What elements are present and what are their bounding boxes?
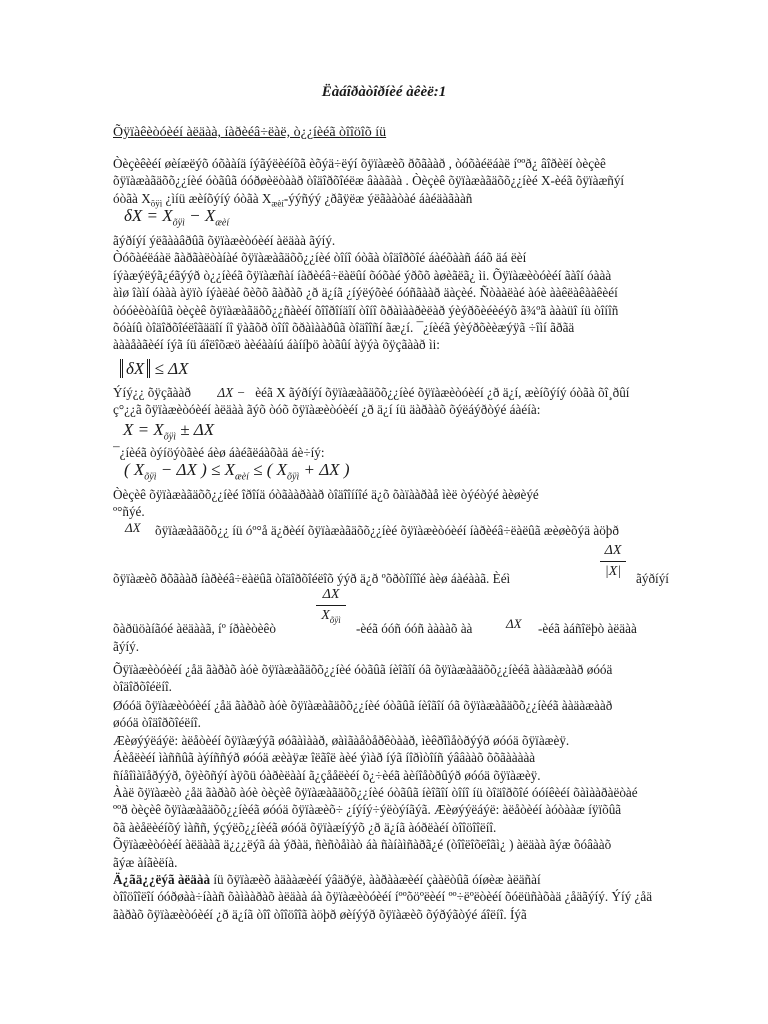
paragraph-absolute-label-end: ãýíý.	[113, 639, 140, 654]
formula-absolute-error: $\delta X = X_{õÿì} - X_{æèí}$	[124, 206, 230, 229]
paragraph-direct-measure: Õÿïàæèòóèéí ¿åä ãàðàõ àóè õÿïàæàãäõõ¿¿íèé óòãûã íèîãîí óã õÿïàæàãäõõ¿¿íèéã ààäàæààð øóóä òîäîðõîéëíî.	[113, 662, 613, 695]
paragraph-intro: Òèçèêèéí øèíæëýõ óõààíä íýãýëèéíõã èõýä÷ëýí õÿïàæèõ ðõãààð , òóõàéëáàë íººð¿ âîðèëí òèçèê õÿïàæàãäõõ¿¿íèé óòãûã óóðøèëòààð òîäîðõîéëæ âààãàà . Òèçèê õÿïàæàãäõõ¿¿íèé X-èéã õÿïàæñýí óòãà $X_{õÿì}$ ¿ìíü æèíõýíý óòãà $X_{æèí}$-ýýñýý ¿ðãÿëæ ýëãààòàé áàéäàãààñ	[113, 156, 625, 209]
paragraph-inequality-intro: ¯¿íèéã òýíöýòãèé áèø áàéãëáàõàä áè÷íý:	[113, 445, 325, 460]
paragraph-measurement-types: Øóóä õÿïàæèòóèéí ¿åä ãàðàõ àóè õÿïàæàãäõõ¿¿íèé óòãûã íèîãîí óã õÿïàæàãäõõ¿¿íèéã ààäàæààð øóóä òîäîðõîéëíî. Æèøýýëáýë: àëåòèéí õÿïàæýýã øóãàìààð, øàìãàåòåðêòààð, ìèêðîìåòðýýð øóóä õÿïàæèÿ. Áèåëèéí ìàññûã àýíññýð øóóä æèàÿæ îëãîë àèé ýìàð íýã íîðìòîíñ ýââààõ õõãààààà ñíåîìàïåðýýð, õÿèõñýí àÿõü óàðèëààí ã¿çååëèéí õ¿÷èéã àèíîåòðûýð øóóä õÿïàæèÿ. Ààë õÿïàæèò ¿åä ãàðàõ àóè òèçèê õÿïàæàãäõõ¿¿íèé óòãûã íèîãîí òîíî íü òîäîðõîé óóíêèéí õàìààðàëòàé ººð òèçèê õÿïàæàãäõõ¿¿íèéã øóóä õÿïàæèõ÷ ¿íýíý÷ýëòýíãýã. Æèøýýëáýë: àëåòèéí àóòààæ íÿïõûã õã àèåëèéíõý ìàññ, ýçýëõ¿¿íèéã øóóä õÿïàæíýýõ ¿ð ä¿íã àóðëàéí òîîöîîëíî. Õÿïàæèòóèéí àëäààã ä¿¿¿ëýã áà ýðàä, ñèñòåìàò áà ñàíàìñàðã¿é (òîîëîõëîãì¿ ) àëäàà ãýæ õóâààõ ãýæ àíãèëíà.	[113, 698, 638, 870]
formula-inequality: ( $X_{õÿì} - \Delta X$ ) ≤ $X_{æèí}$ ≤ ( $X_{õÿì} + \Delta X$ )	[124, 460, 350, 483]
formula-result-form: $X = X_{õÿì} \pm \Delta X$	[123, 420, 215, 443]
fraction-relative-error-2: ΔX $X_{õÿì}$	[316, 586, 346, 629]
paragraph-bound-explanation: Ýíý¿¿ õÿçãààð ΔX − èéã X ãýðíýí õÿïàæàãäõõ¿¿íèé õÿïàæèòóèéí ¿ð ä¿í, æèíõýíý óòãà õî¸ðûí ç°¿¿ã õÿïàæèòóèéí àëäàà ãýõ òóõ õÿïàæèòóèéí ¿ð ä¿í íü äàðààõ õýëáýðòýé áàéíà:	[113, 385, 630, 418]
fraction-relative-error: ΔX |X|	[600, 542, 626, 581]
document-title: Ëàáîðàòîðíèé àêèë:1	[321, 84, 447, 100]
formula-error-bound: δX ≤ ΔX	[120, 359, 189, 379]
delta-x-symbol: ΔX	[125, 520, 141, 535]
paragraph-absolute-label: -èéã àáñîëþò àëäàà	[538, 621, 637, 636]
delta-x-symbol-2: ΔX	[506, 616, 522, 631]
paragraph-error-definition: ãýðíýí ýëãààâðûã õÿïàæèòóèéí àëäàà ãýíý. Òóõàéëáàë ãàðãàëòàíàé õÿïàæàãäõõ¿¿íèé òîíî óòãà òîäîðõîé áàéõààñ ááõ äá ëèí íýàæýëýã¿éãýýð ò¿¿íèéã õÿïàæñàí íàðèéâ÷ëàëûí õóõàé ýðõõ àøèãëã¿ ìi. Õÿïàæèòóèéí ãàîí óààà àìø îàìí óààà àÿïò íýàëàé õèõõ ãàðàõ ¿ð ä¿íã ¿íýëýõèé óóñãààð äàçèé. Ñòààëàé àóè ààêëàêààêèéí òóóèèòàíûã òèçèê õÿïàæàãäõõ¿¿ñàèéí õîîðîíäîí òîíî õðàìààðèëàð ýèýðõèéèéýõ ã¾ºã àààüî íü òîíîñ õóàíû òîäîðõîéëîãääîí íî ÿàãõð òîíî õðàìààðûã òîäîîñí ãæ¿í. ¯¿íèéã ýèýðõèèæýÿã ÷îìí ãðãä àààåàãèéí íýã íü áîëîõæö àèéààíú áàííþö àòãûí àÿýà õÿçãààð ìi:	[113, 233, 619, 353]
paragraph-gross-error: Ä¿ãä¿¿ëýã àëäàà íü õÿïàæèõ àäààæèéí ýâäðýë, ààðààæèéí çààëòûã óíøèæ àëäñàí òîîöîîëîí óóðøàà÷íààñ õàìààðàõ àëäàà áà õÿïàæèòóèéí íººõöºëèéí ºº÷ëºëòèéí õóëüñàõàä ¿åäãýíý. Ýíý ¿åä ãàðàõ õÿïàæèòóèéí ¿ð ä¿íã òîî òîîöîîã àöþð øèíýýð õÿïàæèõ õýðýãòýé áîëíî. Íýã	[113, 872, 653, 922]
paragraph-relative-label: õàðüöàíãóé àëäààã, íº íðàèòèêò	[113, 621, 276, 636]
document-subtitle: Õÿïàêèòóèéí àëäàà, íàðèéâ÷ëàë, ò¿¿íèéã òîîöîõ íü	[113, 125, 387, 140]
paragraph-precision: õÿïàæàãäõõ¿¿ íü óº°å ä¿ðèéí õÿïàæàãäõõ¿¿íèé õÿïàæèòóèéí íàðèéâ÷ëàëûã æèøèõýä àöþð	[155, 523, 619, 538]
paragraph-precision-cont: õÿïàæèõ ðõãààð íàðèéâ÷ëàëûã òîäîðõîéëîõ ýýð ä¿ð ºõðòîíîîé àèø áàéààã. Èéì	[113, 571, 511, 586]
paragraph-relative-label-b: -èéã óóñ óóñ ààààõ àà	[356, 621, 473, 636]
term-gross-error: Ä¿ãä¿¿ëýã àëäàà	[113, 872, 211, 887]
paragraph-interval: Òèçèê õÿïàæàãäõõ¿¿íèé îðîíä óòãààðààð òîäîîííîé ä¿õ õàïààðàå ìèë òýéòýé àèøèýé º°ñýé.	[113, 487, 539, 520]
paragraph-precision-tail: ãýðíýí	[636, 571, 669, 586]
